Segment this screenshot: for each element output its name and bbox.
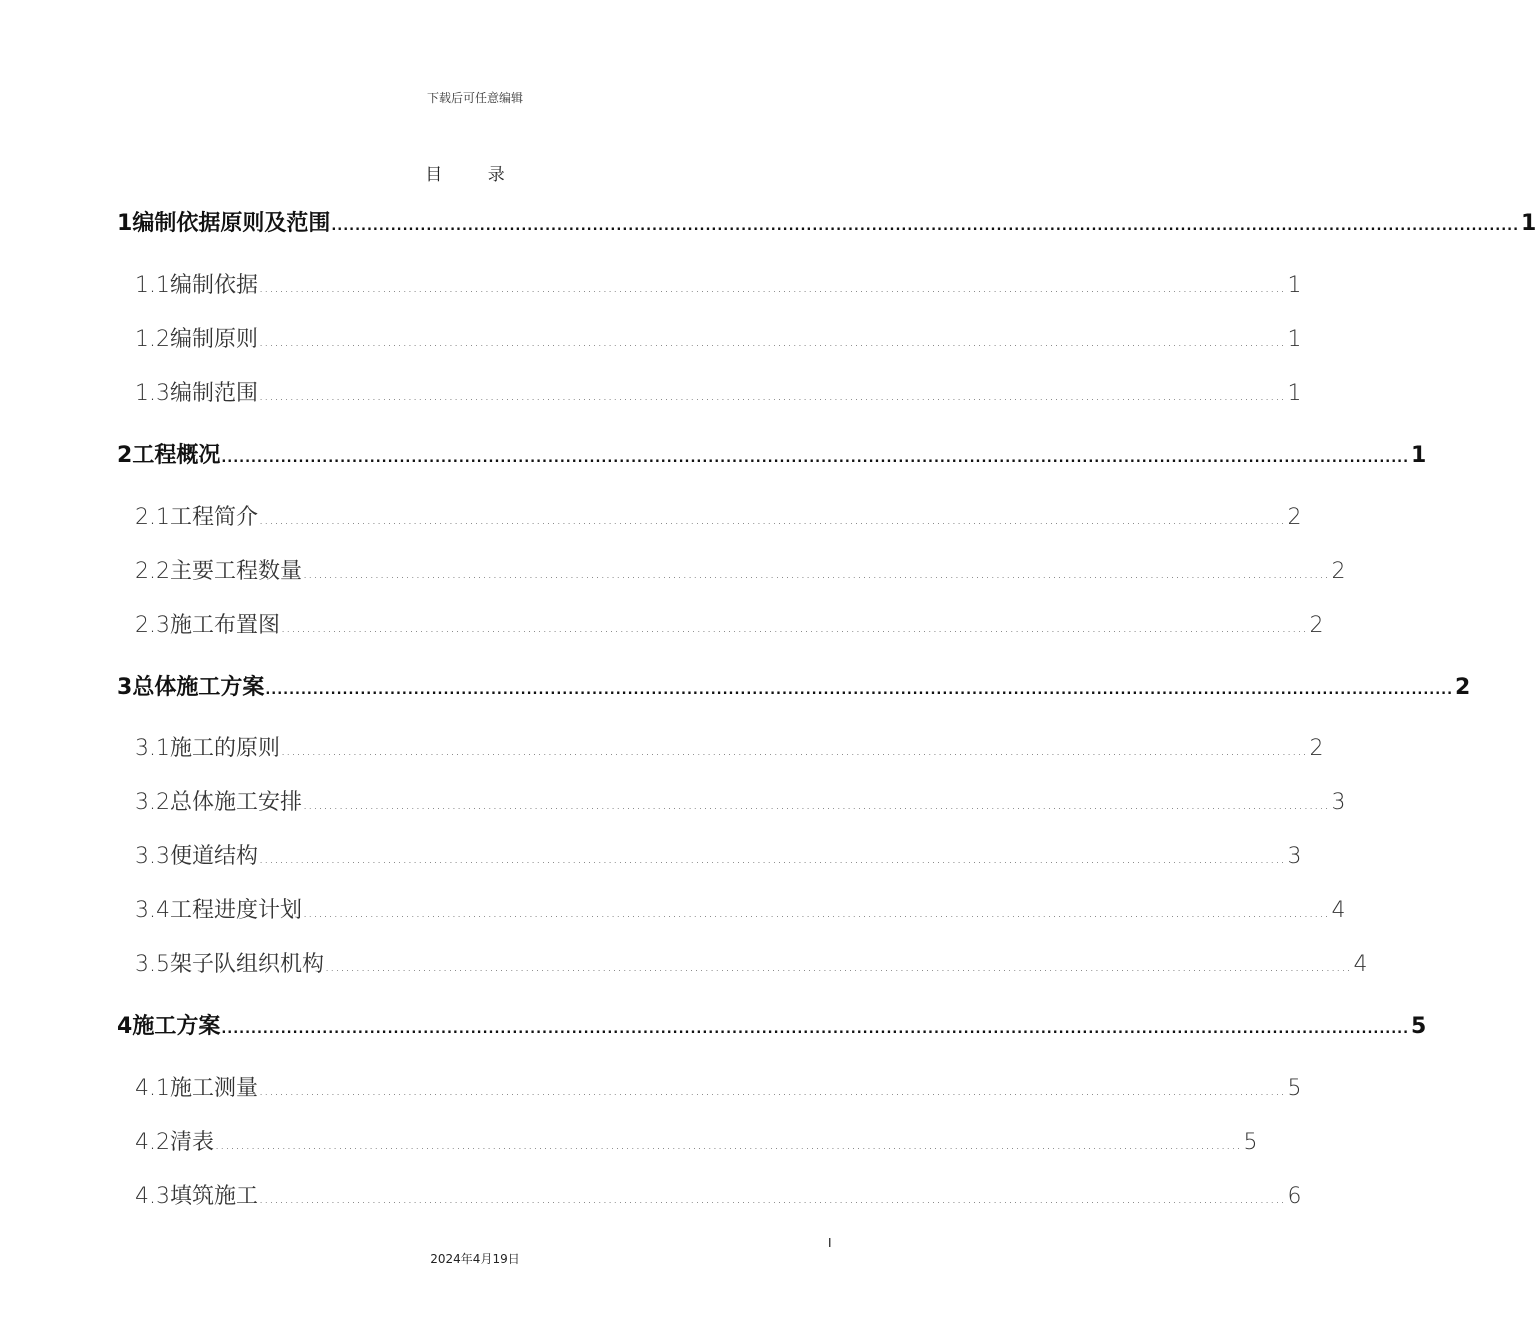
toc-entry-3-3[interactable] <box>117 839 1302 870</box>
toc-entry-number: 3.3 <box>135 844 170 869</box>
toc-entry-4-1[interactable] <box>117 1071 1302 1102</box>
toc-entry-number: 2.3 <box>135 613 170 638</box>
toc-entry-1[interactable] <box>117 206 1536 237</box>
table-of-contents <box>117 0 1536 1344</box>
dot-leader: ........................................................................................................................................................................................................ <box>281 621 1308 636</box>
dot-leader: ........................................................................................................................................................................................................ <box>259 281 1286 296</box>
toc-entry-page: 1 <box>1411 443 1427 468</box>
toc-entry-number: 2 <box>117 443 133 468</box>
toc-entry-page: 4 <box>1353 952 1368 977</box>
toc-entry-number: 1.2 <box>135 327 170 352</box>
toc-entry-page: 1 <box>1287 381 1302 406</box>
toc-entry-3[interactable] <box>117 670 1471 701</box>
dot-leader: ........................................................................................................................................................................................................ <box>259 389 1286 404</box>
toc-entry-page: 2 <box>1287 505 1302 530</box>
toc-entry-number: 3.2 <box>135 790 170 815</box>
toc-entry-number: 3 <box>117 675 133 700</box>
toc-entry-title: 施工的原则 <box>170 736 281 761</box>
dot-leader: ........................................................................................................................................................................................................ <box>303 906 1330 921</box>
toc-entry-number: 4.3 <box>135 1184 170 1209</box>
toc-entry-page: 4 <box>1331 898 1346 923</box>
toc-entry-title: 工程进度计划 <box>170 898 303 923</box>
toc-entry-3-1[interactable] <box>117 731 1324 762</box>
toc-entry-number: 2.1 <box>135 505 170 530</box>
toc-entry-2-3[interactable] <box>117 608 1324 639</box>
toc-entry-3-4[interactable] <box>117 893 1346 924</box>
dot-leader: ........................................................................................................................................................................................................ <box>259 1192 1286 1207</box>
dot-leader: ........................................................................................................................................................................................................ <box>259 513 1286 528</box>
toc-entry-number: 3.5 <box>135 952 170 977</box>
page-header: 下载后可任意编辑 <box>426 91 523 105</box>
toc-entry-2[interactable] <box>117 438 1427 469</box>
toc-entry-page: 1 <box>1287 327 1302 352</box>
toc-entry-title: 编制范围 <box>170 381 259 406</box>
dot-leader: ........................................................................................................................................................................................................ <box>259 1084 1286 1099</box>
toc-entry-2-1[interactable] <box>117 500 1302 531</box>
toc-entry-title: 施工方案 <box>132 1014 221 1039</box>
toc-entry-page: 2 <box>1309 736 1324 761</box>
toc-entry-number: 3.1 <box>135 736 170 761</box>
dot-leader: ........................................................................................................................................................................................................ <box>331 219 1520 234</box>
toc-entry-title: 主要工程数量 <box>170 559 303 584</box>
toc-entry-1-2[interactable] <box>117 322 1302 353</box>
toc-entry-1-3[interactable] <box>117 376 1302 407</box>
toc-entry-title: 总体施工安排 <box>170 790 303 815</box>
dot-leader: ........................................................................................................................................................................................................ <box>325 960 1352 975</box>
toc-entry-number: 1 <box>117 211 133 236</box>
toc-entry-4[interactable] <box>117 1009 1427 1040</box>
toc-entry-number: 4.1 <box>135 1076 170 1101</box>
dot-leader: ........................................................................................................................................................................................................ <box>221 451 1410 466</box>
toc-entry-2-2[interactable] <box>117 554 1346 585</box>
dot-leader: ........................................................................................................................................................................................................ <box>259 335 1286 350</box>
toc-entry-page: 1 <box>1287 273 1302 298</box>
dot-leader: ........................................................................................................................................................................................................ <box>281 744 1308 759</box>
toc-entry-title: 总体施工方案 <box>132 675 265 700</box>
toc-entry-title: 编制原则 <box>170 327 259 352</box>
toc-entry-title: 施工测量 <box>170 1076 259 1101</box>
toc-entry-number: 4 <box>117 1014 133 1039</box>
toc-entry-number: 1.1 <box>135 273 170 298</box>
toc-entry-title: 编制依据 <box>170 273 259 298</box>
dot-leader: ........................................................................................................................................................................................................ <box>303 567 1330 582</box>
toc-entry-4-2[interactable] <box>117 1125 1258 1156</box>
toc-entry-title: 工程概况 <box>132 443 221 468</box>
dot-leader: ........................................................................................................................................................................................................ <box>259 852 1286 867</box>
toc-entry-number: 1.3 <box>135 381 170 406</box>
toc-entry-page: 5 <box>1243 1130 1258 1155</box>
dot-leader: ........................................................................................................................................................................................................ <box>265 683 1454 698</box>
dot-leader: ........................................................................................................................................................................................................ <box>221 1022 1410 1037</box>
toc-entry-title: 便道结构 <box>170 844 259 869</box>
toc-entry-page: 1 <box>1521 211 1536 236</box>
toc-entry-3-5[interactable] <box>117 947 1368 978</box>
dot-leader: ........................................................................................................................................................................................................ <box>215 1138 1242 1153</box>
toc-entry-title: 清表 <box>170 1130 215 1155</box>
toc-entry-4-3[interactable] <box>117 1179 1302 1210</box>
toc-entry-page: 3 <box>1331 790 1346 815</box>
toc-entry-page: 2 <box>1455 675 1471 700</box>
toc-entry-number: 4.2 <box>135 1130 170 1155</box>
toc-title: 目 录 <box>425 165 525 185</box>
toc-entry-title: 编制依据原则及范围 <box>132 211 331 236</box>
toc-entry-title: 填筑施工 <box>170 1184 259 1209</box>
toc-entry-page: 2 <box>1309 613 1324 638</box>
toc-entry-page: 5 <box>1287 1076 1302 1101</box>
toc-entry-number: 3.4 <box>135 898 170 923</box>
toc-entry-3-2[interactable] <box>117 785 1346 816</box>
toc-entry-title: 架子队组织机构 <box>170 952 325 977</box>
page-folio: I <box>828 1236 832 1250</box>
toc-entry-page: 3 <box>1287 844 1302 869</box>
toc-entry-title: 施工布置图 <box>170 613 281 638</box>
toc-entry-number: 2.2 <box>135 559 170 584</box>
toc-entry-1-1[interactable] <box>117 268 1302 299</box>
toc-entry-page: 2 <box>1331 559 1346 584</box>
dot-leader: ........................................................................................................................................................................................................ <box>303 798 1330 813</box>
toc-entry-title: 工程简介 <box>170 505 259 530</box>
toc-entry-page: 5 <box>1411 1014 1427 1039</box>
page-footer-date: 2024年4月19日 <box>430 1252 520 1266</box>
toc-entry-page: 6 <box>1287 1184 1302 1209</box>
